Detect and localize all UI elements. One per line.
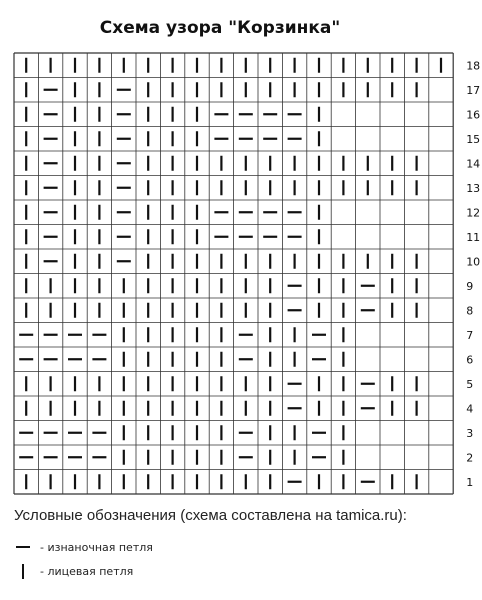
row-number: 16 xyxy=(466,108,481,122)
row-number: 17 xyxy=(466,83,481,97)
legend-label-knit: - лицевая петля xyxy=(40,564,134,578)
row-number: 3 xyxy=(466,426,474,440)
row-number: 12 xyxy=(466,206,481,220)
row-number: 14 xyxy=(466,157,481,171)
legend-item-knit xyxy=(14,562,133,580)
legend-heading: Условные обозначения (схема составлена на tamica.ru): xyxy=(14,507,407,524)
row-number: 7 xyxy=(466,328,474,342)
row-number: 8 xyxy=(466,304,474,318)
row-number: 6 xyxy=(466,353,474,367)
row-number: 9 xyxy=(466,279,474,293)
row-number: 5 xyxy=(466,377,474,391)
row-number: 4 xyxy=(466,402,474,416)
row-number: 1 xyxy=(466,475,474,489)
legend-item-purl xyxy=(14,538,153,556)
knit-symbol-icon xyxy=(14,562,40,580)
row-number: 11 xyxy=(466,230,481,244)
chart-title: Схема узора "Корзинка" xyxy=(99,18,341,38)
row-number: 10 xyxy=(466,255,481,269)
row-number: 15 xyxy=(466,132,481,146)
row-number: 18 xyxy=(466,59,481,73)
legend-label-purl: - изнаночная петля xyxy=(40,540,153,554)
row-number: 13 xyxy=(466,181,481,195)
row-number: 2 xyxy=(466,451,474,465)
purl-symbol-icon xyxy=(14,538,40,556)
